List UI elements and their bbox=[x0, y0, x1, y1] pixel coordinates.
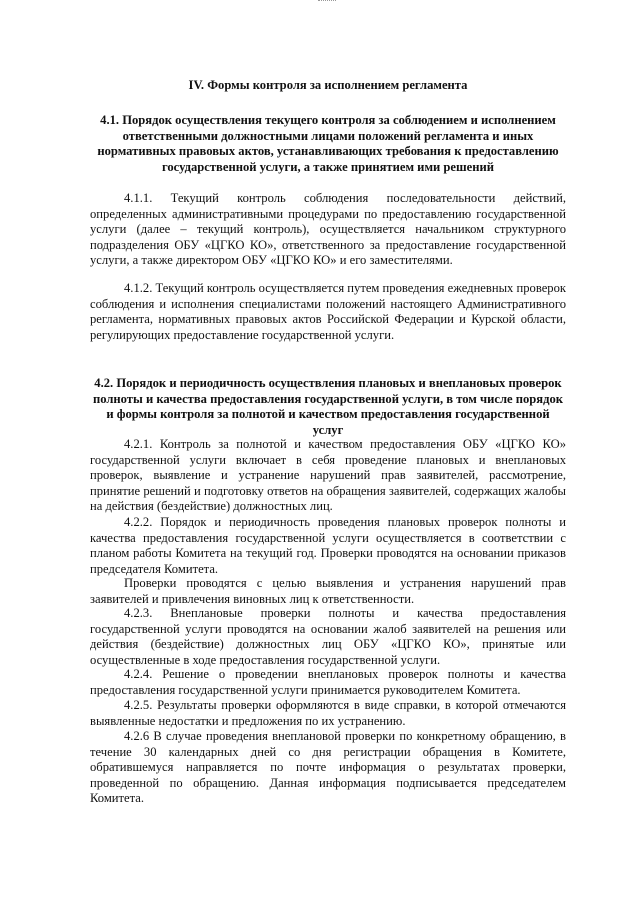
paragraph-4-2-4: 4.2.4. Решение о проведении внеплановых проверок полноты и качества предоставления государственной услуги принимается руководителем Комитета. bbox=[90, 667, 566, 697]
section-title: IV. Формы контроля за исполнением регламента bbox=[188, 78, 468, 92]
paragraph-checks-purpose: Проверки проводятся с целью выявления и устранения нарушений прав заявителей и привлечения виновных лиц к ответственности. bbox=[90, 576, 566, 606]
paragraph-4-2-3: 4.2.3. Внеплановые проверки полноты и качества предоставления государственной услуги проводятся на основании жалоб заявителей на решения или действия (бездействие) должностных лиц ОБУ «ЦГКО КО», принятые или осуществленные в ходе предоставления государственной услуги. bbox=[90, 606, 566, 667]
subsection-4-1-heading: 4.1. Порядок осуществления текущего контроля за соблюдением и исполнением ответственными должностными лицами положений регламента и иных нормативных правовых актов, устанавливающих требования к предоставлению государственной услуги, а также принятием ими решений bbox=[97, 113, 559, 174]
paragraph-4-2-6: 4.2.6 В случае проведения внеплановой проверки по конкретному обращению, в течение 30 календарных дней со дня регистрации обращения в Комитете, обратившемуся направляется по почте информация о результатах проверки, проведенной по обращению. Данная информация подписывается председателем Комитета. bbox=[90, 729, 566, 806]
subsection-4-2-heading: 4.2. Порядок и периодичность осуществления плановых и внеплановых проверок полноты и качества предоставления государственной услуги, в том числе порядок и формы контроля за полнотой и качеством предоставления государственной услуг bbox=[92, 376, 564, 437]
scan-artifact bbox=[318, 0, 336, 4]
paragraph-4-2-2: 4.2.2. Порядок и периодичность проведения плановых проверок полноты и качества предоставления государственной услуги осуществляется в соответствии с планом работы Комитета на текущий год. Проверки проводятся на основании приказов председателя Комитета. bbox=[90, 515, 566, 576]
paragraph-4-1-2: 4.1.2. Текущий контроль осуществляется путем проведения ежедневных проверок соблюдения и исполнения специалистами положений настоящего Административного регламента, нормативных правовых актов Российской Федерации и Курской области, регулирующих предоставление государственной услуги. bbox=[90, 281, 566, 342]
paragraph-4-2-1: 4.2.1. Контроль за полнотой и качеством предоставления ОБУ «ЦГКО КО» государственной услуги включает в себя проведение плановых и внеплановых проверок, выявление и устранение нарушений прав заявителей, рассмотрение, принятие решений и подготовку ответов на обращения заявителей, содержащих жалобы на действия (бездействие) должностных лиц. bbox=[90, 437, 566, 514]
paragraph-4-2-5: 4.2.5. Результаты проверки оформляются в виде справки, в которой отмечаются выявленные недостатки и предложения по их устранению. bbox=[90, 698, 566, 728]
paragraph-4-1-1: 4.1.1. Текущий контроль соблюдения последовательности действий, определенных административными процедурами по предоставлению государственной услуги (далее – текущий контроль), осуществляется начальником структурного подразделения ОБУ «ЦГКО КО», ответственного за предоставление государственной услуги, а также директором ОБУ «ЦГКО КО» и его заместителями. bbox=[90, 191, 566, 268]
